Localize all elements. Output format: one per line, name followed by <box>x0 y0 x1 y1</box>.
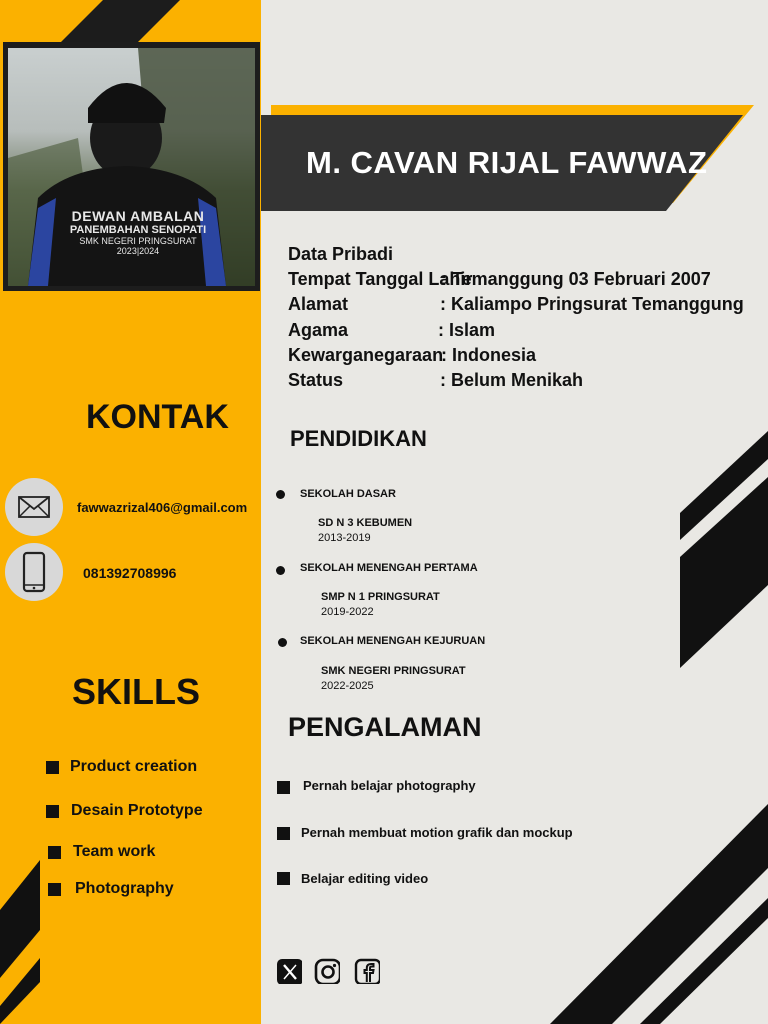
label-agama: Agama <box>288 320 349 340</box>
edu-years-3: 2022-2025 <box>321 680 374 692</box>
exp-item-1: Pernah belajar photography <box>303 778 476 793</box>
edu-school-1: SD N 3 KEBUMEN <box>318 517 413 529</box>
skill-bullet <box>46 805 59 818</box>
shirt-line-4: 2023|2024 <box>116 246 160 256</box>
profile-photo <box>3 42 260 291</box>
phone-icon-circle <box>5 543 63 601</box>
edu-bullet <box>276 490 285 499</box>
skill-item-4: Photography <box>75 880 174 897</box>
shirt-line-1: DEWAN AMBALAN <box>71 208 205 224</box>
skills-title: SKILLS <box>72 671 201 712</box>
exp-bullet <box>277 781 290 794</box>
phone-text[interactable]: 081392708996 <box>83 565 177 581</box>
pendidikan-title: PENDIDIKAN <box>290 426 427 451</box>
x-icon[interactable] <box>276 958 302 984</box>
label-status: Status <box>288 370 344 390</box>
value-kewarganegaraan: : Indonesia <box>441 345 537 365</box>
decor-bottom-left-stripes <box>0 860 60 1024</box>
decor-top-stripes <box>0 0 261 45</box>
value-agama: : Islam <box>438 320 496 340</box>
edu-school-3: SMK NEGERI PRINGSURAT <box>321 665 466 677</box>
shirt-print <box>68 208 208 256</box>
exp-item-3: Belajar editing video <box>301 871 429 886</box>
edu-level-1: SEKOLAH DASAR <box>300 488 396 500</box>
envelope-icon <box>5 478 63 536</box>
edu-school-2: SMP N 1 PRINGSURAT <box>321 591 440 603</box>
data-pribadi-heading: Data Pribadi <box>288 244 394 264</box>
person-name: M. CAVAN RIJAL FAWWAZ <box>306 145 708 180</box>
facebook-icon[interactable] <box>354 958 380 984</box>
edu-level-3: SEKOLAH MENENGAH KEJURUAN <box>300 635 486 647</box>
value-status: : Belum Menikah <box>440 370 584 390</box>
skill-item-3: Team work <box>73 843 156 860</box>
skill-item-2: Desain Prototype <box>71 802 203 819</box>
kontak-title: KONTAK <box>86 398 229 436</box>
edu-years-1: 2013-2019 <box>318 532 371 544</box>
edu-bullet <box>278 638 287 647</box>
skill-bullet <box>48 846 61 859</box>
edu-level-2: SEKOLAH MENENGAH PERTAMA <box>300 562 478 574</box>
value-alamat: : Kaliampo Pringsurat Temanggung <box>440 294 744 314</box>
skill-item-1: Product creation <box>70 758 198 775</box>
decor-bottom-right-stripes <box>520 800 768 1024</box>
skill-bullet <box>46 761 59 774</box>
exp-item-2: Pernah membuat motion grafik dan mockup <box>301 825 573 840</box>
decor-right-stripes <box>672 425 768 670</box>
edu-years-2: 2019-2022 <box>321 606 374 618</box>
phone-icon <box>5 543 63 601</box>
label-kewarganegaraan: Kewarganegaraan <box>288 345 444 365</box>
label-alamat: Alamat <box>288 294 349 314</box>
value-ttl: : Temanggung 03 Februari 2007 <box>441 269 711 289</box>
exp-bullet <box>277 872 290 885</box>
shirt-line-2: PANEMBAHAN SENOPATI <box>69 224 207 236</box>
email-text[interactable]: fawwazrizal406@gmail.com <box>77 500 248 515</box>
exp-bullet <box>277 827 290 840</box>
label-ttl: Tempat Tanggal Lahir <box>288 269 473 289</box>
email-icon-circle <box>5 478 63 536</box>
pengalaman-title: PENGALAMAN <box>288 712 482 742</box>
instagram-icon[interactable] <box>314 958 340 984</box>
shirt-line-3: SMK NEGERI PRINGSURAT <box>79 236 197 246</box>
edu-bullet <box>276 566 285 575</box>
